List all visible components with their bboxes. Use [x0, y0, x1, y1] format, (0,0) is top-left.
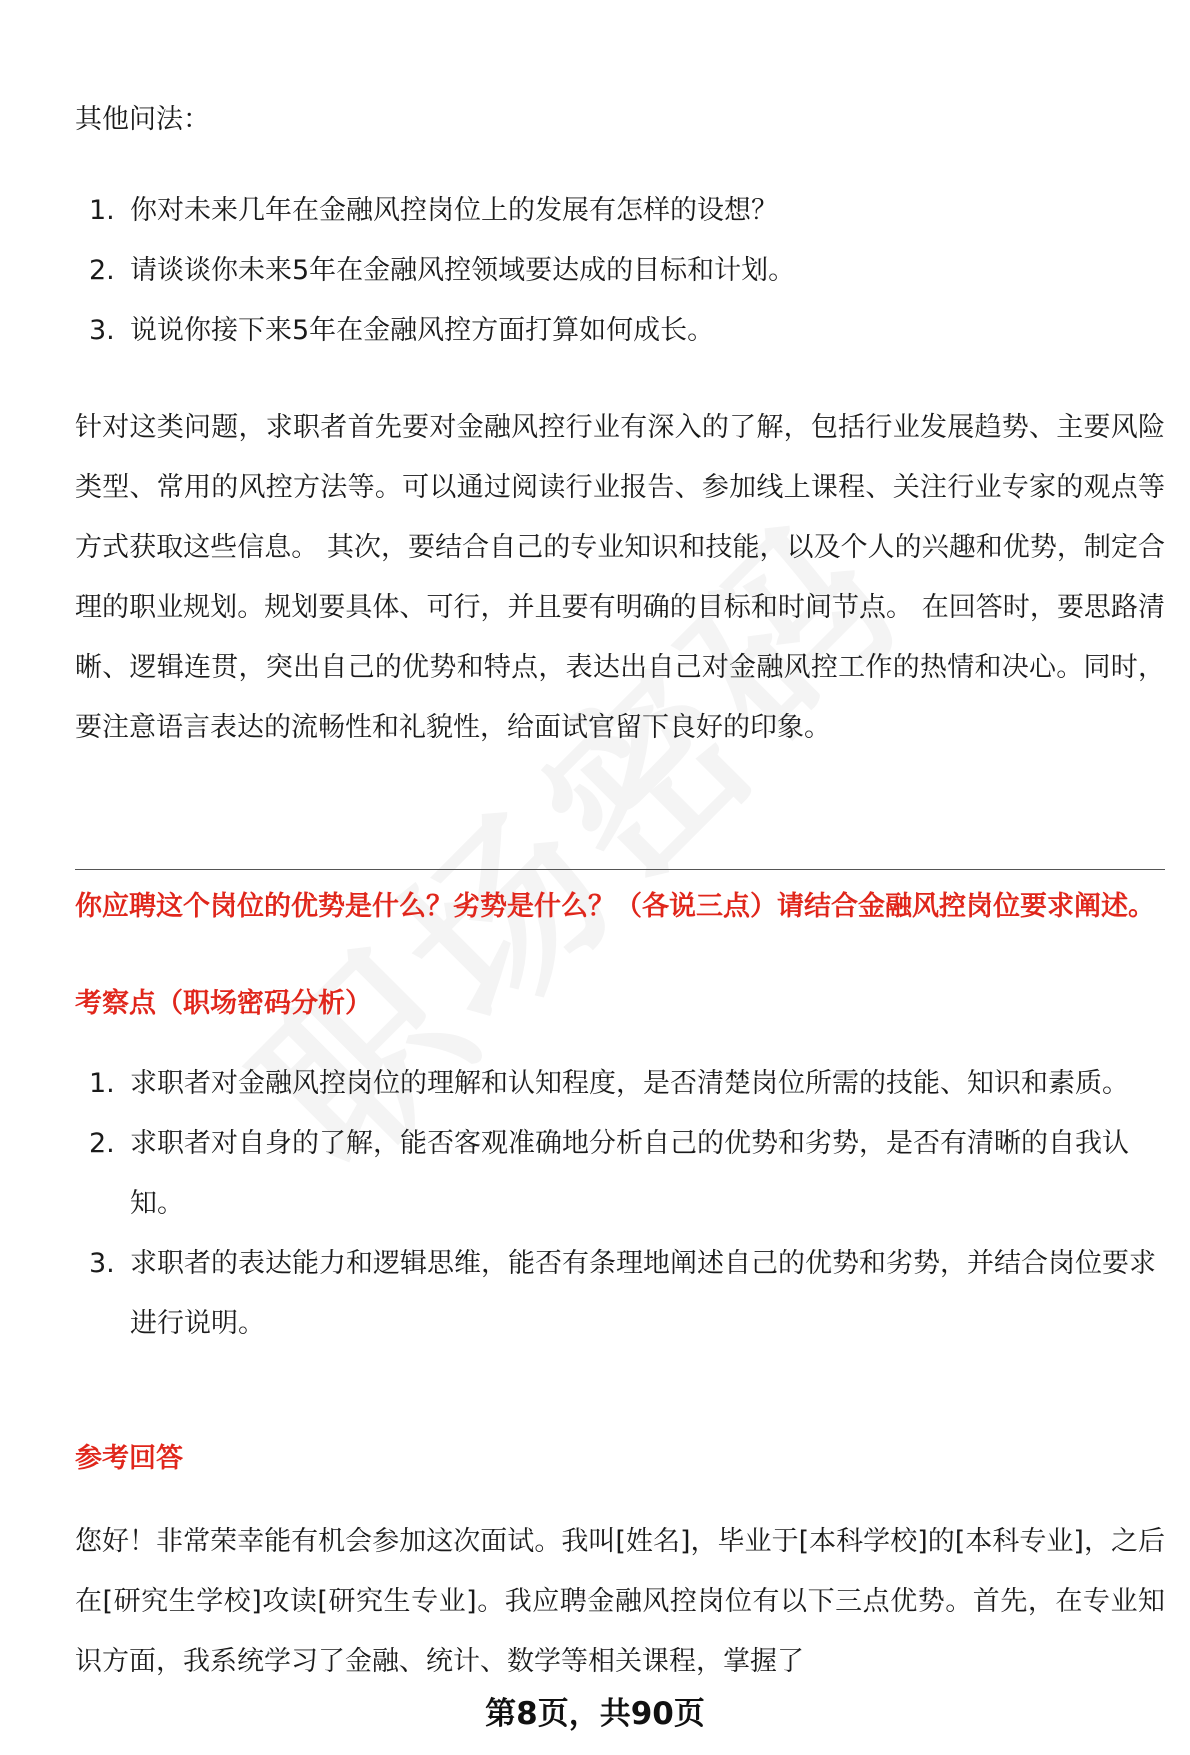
- list-text: 你对未来几年在金融风控岗位上的发展有怎样的设想？: [130, 195, 778, 226]
- assessment-points-list: [75, 1054, 1165, 1354]
- list-number: 3.: [89, 1248, 115, 1279]
- section-divider: [75, 869, 1165, 870]
- list-number: 1.: [89, 195, 115, 226]
- other-questions-lead: 其他问法：: [75, 104, 210, 135]
- page-number-footer: 第8页，共90页: [485, 1696, 705, 1732]
- question-heading: 你应聘这个岗位的优势是什么？劣势是什么？（各说三点）请结合金融风控岗位要求阐述。: [75, 891, 1155, 922]
- list-number: 2.: [89, 1128, 115, 1159]
- reference-answer-heading: 参考回答: [75, 1443, 183, 1474]
- list-number: 1.: [89, 1068, 115, 1099]
- list-number: 3.: [89, 315, 115, 346]
- list-text: 请谈谈你未来5年在金融风控领域要达成的目标和计划。: [130, 255, 796, 286]
- list-item: [75, 241, 1165, 301]
- list-item: [75, 1054, 1165, 1114]
- list-text: 说说你接下来5年在金融风控方面打算如何成长。: [130, 315, 715, 346]
- list-item: [75, 1234, 1165, 1354]
- reference-answer-paragraph: 您好！非常荣幸能有机会参加这次面试。我叫[姓名]，毕业于[本科学校]的[本科专业]，之后在[研究生学校]攻读[研究生专业]。我应聘金融风控岗位有以下三点优势。首先，在专业知识方面，我系统学习了金融、统计、数学等相关课程，掌握了: [75, 1526, 1165, 1677]
- list-text: 求职者的表达能力和逻辑思维，能否有条理地阐述自己的优势和劣势，并结合岗位要求进行说明。: [130, 1248, 1156, 1339]
- list-item: [75, 181, 1165, 241]
- other-questions-list: [75, 181, 1165, 361]
- list-text: 求职者对自身的了解，能否客观准确地分析自己的优势和劣势，是否有清晰的自我认知。: [130, 1128, 1129, 1219]
- assessment-heading: 考察点（职场密码分析）: [75, 988, 372, 1019]
- list-item: [75, 301, 1165, 361]
- list-number: 2.: [89, 255, 115, 286]
- advice-paragraph: 针对这类问题，求职者首先要对金融风控行业有深入的了解，包括行业发展趋势、主要风险类型、常用的风控方法等。可以通过阅读行业报告、参加线上课程、关注行业专家的观点等方式获取这些信息。 其次，要结合自己的专业知识和技能，以及个人的兴趣和优势，制定合理的职业规划。规划要具体、可行，并且要有明确的目标和时间节点。 在回答时，要思路清晰、逻辑连贯，突出自己的优势和特点，表达出自己对金融风控工作的热情和决心。同时，要注意语言表达的流畅性和礼貌性，给面试官留下良好的印象。: [75, 412, 1165, 743]
- list-text: 求职者对金融风控岗位的理解和认知程度，是否清楚岗位所需的技能、知识和素质。: [130, 1068, 1129, 1099]
- list-item: [75, 1114, 1165, 1234]
